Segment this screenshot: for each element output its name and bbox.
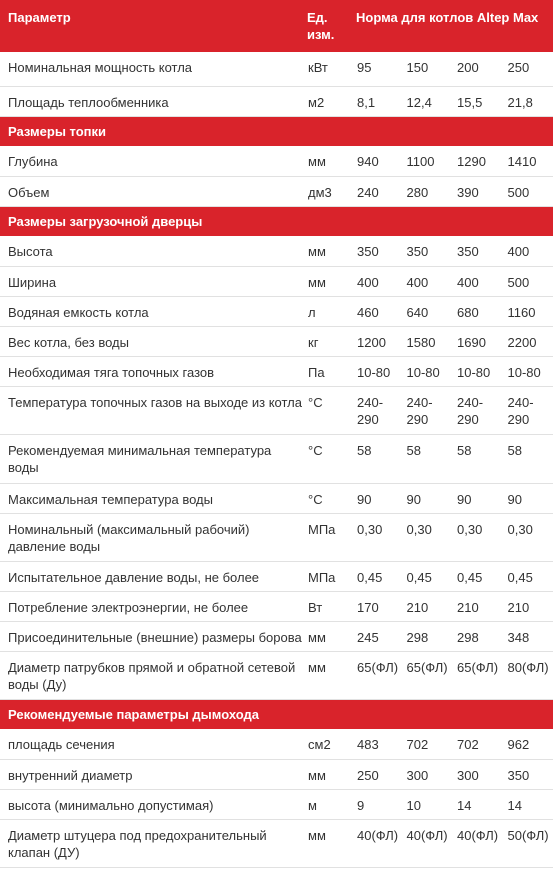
param-cell: Водяная емкость котла xyxy=(8,304,149,320)
table-row xyxy=(0,146,553,176)
value-cell: 150 xyxy=(406,60,429,75)
section-header xyxy=(0,206,553,236)
unit-cell: °С xyxy=(308,491,323,507)
header-norm: Норма для котлов Altep Max xyxy=(356,10,539,25)
value-cell: 90 xyxy=(457,491,472,507)
param-cell: Высота xyxy=(8,244,53,259)
table-row xyxy=(0,483,553,513)
value-cell: 58 xyxy=(357,442,372,458)
unit-cell: мм xyxy=(308,274,326,290)
unit-cell: Па xyxy=(308,364,325,380)
value-cell: 210 xyxy=(406,599,429,615)
param-cell: Глубина xyxy=(8,154,58,169)
value-cell: 460 xyxy=(357,304,379,320)
table-row xyxy=(0,356,553,386)
value-cell: 298 xyxy=(406,629,429,645)
value-cell: 10-80 xyxy=(507,364,541,380)
value-cell: 240-290 xyxy=(406,394,433,427)
value-cell: 170 xyxy=(357,599,379,615)
value-cell: 298 xyxy=(457,629,479,645)
table-row xyxy=(0,729,553,759)
param-cell: Диаметр штуцера под предохранительный клапан (ДУ) xyxy=(8,827,267,860)
section-header xyxy=(0,116,553,146)
value-cell: 240-290 xyxy=(457,394,484,427)
value-cell: 350 xyxy=(457,244,479,259)
value-cell: 348 xyxy=(507,629,530,645)
param-cell: Необходимая тяга топочных газов xyxy=(8,364,215,380)
value-cell: 250 xyxy=(507,60,530,75)
value-cell: 940 xyxy=(357,154,379,169)
param-cell: Температура топочных газов на выходе из котла xyxy=(8,394,302,410)
table-row xyxy=(0,326,553,356)
table-row xyxy=(0,819,553,867)
value-cell: 80(ФЛ) xyxy=(507,659,549,675)
value-cell: 10-80 xyxy=(457,364,491,380)
section-title: Рекомендуемые параметры дымохода xyxy=(8,706,259,722)
param-cell: Диаметр патрубков прямой и обратной сетевой воды (Ду) xyxy=(8,659,296,692)
param-cell: Максимальная температура воды xyxy=(8,491,213,507)
value-cell: 640 xyxy=(406,304,429,320)
value-cell: 500 xyxy=(507,274,530,290)
table-row xyxy=(0,434,553,483)
unit-cell: кВт xyxy=(308,60,328,75)
table-body xyxy=(0,52,553,867)
value-cell: 280 xyxy=(406,184,429,200)
param-cell: высота (минимально допустимая) xyxy=(8,797,214,813)
value-cell: 10-80 xyxy=(357,364,391,380)
param-cell: Присоединительные (внешние) размеры борова xyxy=(8,629,302,645)
table-row xyxy=(0,86,553,116)
value-cell: 0,45 xyxy=(457,569,483,585)
value-cell: 58 xyxy=(457,442,472,458)
value-cell: 65(ФЛ) xyxy=(457,659,499,675)
value-cell: 1580 xyxy=(406,334,436,350)
param-cell: Объем xyxy=(8,184,50,200)
param-cell: Ширина xyxy=(8,274,57,290)
param-cell: Испытательное давление воды, не более xyxy=(8,569,260,585)
value-cell: 240-290 xyxy=(507,394,534,427)
section-title: Размеры загрузочной дверцы xyxy=(8,213,203,229)
value-cell: 300 xyxy=(406,767,429,783)
value-cell: 12,4 xyxy=(406,94,432,110)
unit-cell: МПа xyxy=(308,569,336,585)
unit-cell: м2 xyxy=(308,94,325,110)
section-title: Размеры топки xyxy=(8,123,107,139)
value-cell: 390 xyxy=(457,184,479,200)
value-cell: 9 xyxy=(357,797,365,813)
value-cell: 65(ФЛ) xyxy=(357,659,399,675)
unit-cell: МПа xyxy=(308,521,336,537)
unit-cell: °С xyxy=(308,442,323,458)
header-unit-line2: изм. xyxy=(307,27,335,42)
param-cell: Потребление электроэнергии, не более xyxy=(8,599,249,615)
value-cell: 300 xyxy=(457,767,479,783)
value-cell: 1690 xyxy=(457,334,486,350)
value-cell: 0,45 xyxy=(406,569,432,585)
value-cell: 400 xyxy=(406,274,429,290)
value-cell: 1200 xyxy=(357,334,386,350)
value-cell: 1410 xyxy=(507,154,537,169)
unit-cell: м xyxy=(308,797,317,813)
value-cell: 40(ФЛ) xyxy=(357,827,399,843)
value-cell: 21,8 xyxy=(507,94,533,110)
header-param: Параметр xyxy=(8,10,71,25)
value-cell: 50(ФЛ) xyxy=(507,827,549,843)
value-cell: 680 xyxy=(457,304,479,320)
value-cell: 400 xyxy=(507,244,530,259)
table-row xyxy=(0,176,553,206)
param-cell: внутренний диаметр xyxy=(8,767,133,783)
section-header xyxy=(0,699,553,729)
value-cell: 0,30 xyxy=(507,521,533,537)
value-cell: 200 xyxy=(457,60,479,75)
value-cell: 14 xyxy=(457,797,472,813)
value-cell: 65(ФЛ) xyxy=(406,659,448,675)
value-cell: 15,5 xyxy=(457,94,483,110)
value-cell: 10-80 xyxy=(406,364,440,380)
value-cell: 2200 xyxy=(507,334,537,350)
value-cell: 702 xyxy=(406,737,429,752)
value-cell: 350 xyxy=(406,244,429,259)
param-cell: Площадь теплообменника xyxy=(8,94,169,110)
value-cell: 58 xyxy=(507,442,522,458)
value-cell: 250 xyxy=(357,767,379,783)
unit-cell: л xyxy=(308,304,316,320)
value-cell: 58 xyxy=(406,442,421,458)
table-row xyxy=(0,52,553,86)
unit-cell: Вт xyxy=(308,599,323,615)
value-cell: 0,30 xyxy=(406,521,432,537)
value-cell: 483 xyxy=(357,737,379,752)
value-cell: 90 xyxy=(507,491,522,507)
value-cell: 90 xyxy=(406,491,421,507)
header-unit-line1: Ед. xyxy=(307,10,328,25)
value-cell: 90 xyxy=(357,491,372,507)
unit-cell: мм xyxy=(308,244,326,259)
unit-cell: мм xyxy=(308,767,326,783)
value-cell: 40(ФЛ) xyxy=(406,827,448,843)
param-cell: Рекомендуемая минимальная температура воды xyxy=(8,442,272,475)
value-cell: 10 xyxy=(406,797,421,813)
header-unit xyxy=(302,0,351,52)
param-cell: Номинальный (максимальный рабочий) давление воды xyxy=(8,521,250,554)
table-row xyxy=(0,591,553,621)
param-cell: Вес котла, без воды xyxy=(8,334,129,350)
value-cell: 14 xyxy=(507,797,522,813)
value-cell: 702 xyxy=(457,737,479,752)
value-cell: 240-290 xyxy=(357,394,384,427)
value-cell: 0,45 xyxy=(357,569,383,585)
value-cell: 8,1 xyxy=(357,94,376,110)
table-row xyxy=(0,651,553,699)
table-row xyxy=(0,296,553,326)
unit-cell: см2 xyxy=(308,737,331,752)
value-cell: 240 xyxy=(357,184,379,200)
unit-cell: мм xyxy=(308,659,326,675)
param-cell: Номинальная мощность котла xyxy=(8,60,193,75)
value-cell: 500 xyxy=(507,184,530,200)
value-cell: 210 xyxy=(507,599,530,615)
unit-cell: мм xyxy=(308,154,326,169)
value-cell: 245 xyxy=(357,629,379,645)
unit-cell: мм xyxy=(308,827,326,843)
table-row xyxy=(0,386,553,434)
unit-cell: дм3 xyxy=(308,184,332,200)
value-cell: 210 xyxy=(457,599,479,615)
value-cell: 350 xyxy=(357,244,379,259)
table-row xyxy=(0,759,553,789)
value-cell: 350 xyxy=(507,767,530,783)
value-cell: 0,30 xyxy=(457,521,483,537)
value-cell: 400 xyxy=(457,274,479,290)
value-cell: 0,30 xyxy=(357,521,383,537)
value-cell: 40(ФЛ) xyxy=(457,827,499,843)
value-cell: 0,45 xyxy=(507,569,533,585)
value-cell: 1100 xyxy=(406,154,435,169)
unit-cell: °С xyxy=(308,394,323,410)
value-cell: 962 xyxy=(507,737,530,752)
value-cell: 1160 xyxy=(507,304,536,320)
table-row xyxy=(0,266,553,296)
param-cell: площадь сечения xyxy=(8,737,115,752)
value-cell: 95 xyxy=(357,60,372,75)
table-row xyxy=(0,561,553,591)
table-row xyxy=(0,621,553,651)
value-cell: 1290 xyxy=(457,154,486,169)
table-row xyxy=(0,236,553,266)
unit-cell: кг xyxy=(308,334,319,350)
table-row xyxy=(0,789,553,819)
table-row xyxy=(0,513,553,561)
unit-cell: мм xyxy=(308,629,326,645)
value-cell: 400 xyxy=(357,274,379,290)
table-header xyxy=(0,0,553,52)
